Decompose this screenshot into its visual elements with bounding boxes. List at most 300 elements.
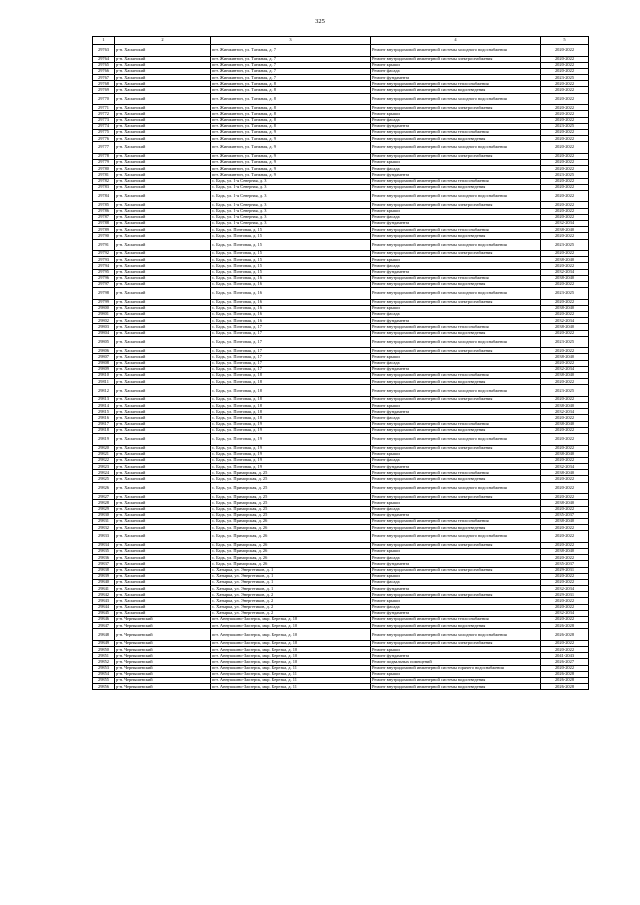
district-cell: р-н. Хасынский <box>115 56 211 62</box>
district-cell: р-н. Хасынский <box>115 93 211 105</box>
period-cell: 2023-2025 <box>541 288 589 300</box>
row-number-cell: 29847 <box>93 623 115 629</box>
period-cell: 2020-2022 <box>541 445 589 451</box>
row-number-cell: 29792 <box>93 251 115 257</box>
district-cell: р-н. Чернышевский <box>115 623 211 629</box>
district-cell: р-н. Чернышевский <box>115 640 211 646</box>
address-cell: с. Бадь, ул. Почтовая, д. 19 <box>211 421 371 427</box>
district-cell: р-н. Хасынский <box>115 457 211 463</box>
address-cell: с. Бадь, ул. Почтовая, д. 17 <box>211 354 371 360</box>
work-type-cell: Ремонт крыши <box>371 62 541 68</box>
row-number-cell: 29795 <box>93 269 115 275</box>
address-cell: пгт. Аннушкино-Заозерск, мкр. Березка, д. 10 <box>211 647 371 653</box>
district-cell: р-н. Хасынский <box>115 214 211 220</box>
district-cell: р-н. Хасынский <box>115 75 211 81</box>
period-cell: 2026-2028 <box>541 671 589 677</box>
address-cell: с. Бадь, ул. 1-я Северная, д. 3 <box>211 214 371 220</box>
district-cell: р-н. Чернышевский <box>115 647 211 653</box>
address-cell: пгт. Аннушкино-Заозерск, мкр. Березка, д. 10 <box>211 640 371 646</box>
row-number-cell: 29773 <box>93 117 115 123</box>
work-type-cell: Ремонт крыши <box>371 403 541 409</box>
work-type-cell: Ремонт фундамента <box>371 586 541 592</box>
district-cell: р-н. Хасынский <box>115 305 211 311</box>
period-cell: 2020-2022 <box>541 482 589 494</box>
district-cell: р-н. Хасынский <box>115 159 211 165</box>
period-cell: 2020-2022 <box>541 427 589 433</box>
work-type-cell: Ремонт фасада <box>371 68 541 74</box>
period-cell: 2020-2022 <box>541 555 589 561</box>
district-cell: р-н. Хасынский <box>115 445 211 451</box>
district-cell: р-н. Хасынский <box>115 604 211 610</box>
table-row <box>93 336 589 348</box>
period-cell: 2038-2040 <box>541 421 589 427</box>
row-number-cell: 29827 <box>93 494 115 500</box>
address-cell: с. Хатырка, ул. Энергетиков, д. 1 <box>211 579 371 585</box>
work-type-cell: Ремонт внутридомовой инженерной системы теплоснабжения <box>371 518 541 524</box>
address-cell: с. Бадь, ул. Приморская, д. 26 <box>211 525 371 531</box>
table-header-row <box>93 37 589 45</box>
period-cell: 2023-2025 <box>541 239 589 251</box>
work-type-cell: Ремонт фасада <box>371 312 541 318</box>
row-number-cell: 29781 <box>93 172 115 178</box>
work-type-cell: Ремонт внутридомовой инженерной системы электроснабжения <box>371 251 541 257</box>
address-cell: с. Бадь, ул. Приморская, д. 26 <box>211 542 371 548</box>
district-cell: р-н. Хасынский <box>115 451 211 457</box>
row-number-cell: 29786 <box>93 208 115 214</box>
period-cell: 2020-2022 <box>541 178 589 184</box>
work-type-cell: Ремонт фасада <box>371 166 541 172</box>
address-cell: с. Бадь, ул. Приморская, д. 25 <box>211 494 371 500</box>
district-cell: р-н. Чернышевский <box>115 684 211 690</box>
row-number-cell: 29837 <box>93 561 115 567</box>
district-cell: р-н. Хасынский <box>115 512 211 518</box>
address-cell: с. Бадь, ул. Почтовая, д. 19 <box>211 445 371 451</box>
period-cell: 2020-2022 <box>541 136 589 142</box>
period-cell: 2020-2022 <box>541 87 589 93</box>
row-number-cell: 29791 <box>93 239 115 251</box>
district-cell: р-н. Хасынский <box>115 45 211 57</box>
period-cell: 2026-2028 <box>541 684 589 690</box>
period-cell: 2020-2022 <box>541 542 589 548</box>
row-number-cell: 29842 <box>93 592 115 598</box>
period-cell: 2020-2022 <box>541 434 589 446</box>
address-cell: с. Бадь, ул. Приморская, д. 25 <box>211 512 371 518</box>
table-row <box>93 482 589 494</box>
period-cell: 2020-2022 <box>541 330 589 336</box>
row-number-cell: 29793 <box>93 257 115 263</box>
address-cell: пгт. Жинжинтон, ул. Таежная, д. 9 <box>211 172 371 178</box>
address-cell: пгт. Жинжинтон, ул. Таежная, д. 8 <box>211 111 371 117</box>
table-row <box>93 531 589 543</box>
address-cell: с. Бадь, ул. 1-я Северная, д. 3 <box>211 208 371 214</box>
district-cell: р-н. Хасынский <box>115 561 211 567</box>
address-cell: с. Хатырка, ул. Энергетиков, д. 1 <box>211 573 371 579</box>
row-number-cell: 29802 <box>93 318 115 324</box>
row-number-cell: 29813 <box>93 396 115 402</box>
address-cell: с. Бадь, ул. Почтовая, д. 15 <box>211 257 371 263</box>
district-cell: р-н. Хасынский <box>115 178 211 184</box>
row-number-cell: 29854 <box>93 671 115 677</box>
work-type-cell: Ремонт крыши <box>371 159 541 165</box>
table-body <box>93 45 589 690</box>
column-header: 2 <box>115 37 211 45</box>
row-number-cell: 29835 <box>93 548 115 554</box>
row-number-cell: 29811 <box>93 379 115 385</box>
district-cell: р-н. Хасынский <box>115 592 211 598</box>
work-type-cell: Ремонт внутридомовой инженерной системы водоотведения <box>371 184 541 190</box>
work-type-cell: Ремонт фасада <box>371 117 541 123</box>
district-cell: р-н. Хасынский <box>115 257 211 263</box>
row-number-cell: 29782 <box>93 178 115 184</box>
period-cell: 2035-2037 <box>541 512 589 518</box>
table-row <box>93 93 589 105</box>
row-number-cell: 29766 <box>93 68 115 74</box>
work-type-cell: Ремонт крыши <box>371 573 541 579</box>
district-cell: р-н. Хасынский <box>115 548 211 554</box>
work-type-cell: Ремонт внутридомовой инженерной системы горячего водоснабжения <box>371 665 541 671</box>
period-cell: 2038-2040 <box>541 451 589 457</box>
work-type-cell: Ремонт внутридомовой инженерной системы водоотведения <box>371 233 541 239</box>
work-type-cell: Ремонт внутридомовой инженерной системы электроснабжения <box>371 202 541 208</box>
work-type-cell: Ремонт внутридомовой инженерной системы теплоснабжения <box>371 617 541 623</box>
address-cell: с. Бадь, ул. Почтовая, д. 16 <box>211 288 371 300</box>
work-type-cell: Ремонт крыши <box>371 208 541 214</box>
period-cell: 2020-2022 <box>541 142 589 154</box>
district-cell: р-н. Хасынский <box>115 586 211 592</box>
district-cell: р-н. Хасынский <box>115 202 211 208</box>
work-type-cell: Ремонт внутридомовой инженерной системы холодного водоснабжения <box>371 288 541 300</box>
address-cell: с. Хатырка, ул. Энергетиков, д. 1 <box>211 586 371 592</box>
period-cell: 2038-2040 <box>541 500 589 506</box>
row-number-cell: 29809 <box>93 366 115 372</box>
row-number-cell: 29855 <box>93 678 115 684</box>
district-cell: р-н. Хасынский <box>115 579 211 585</box>
address-cell: пгт. Жинжинтон, ул. Таежная, д. 9 <box>211 153 371 159</box>
district-cell: р-н. Хасынский <box>115 129 211 135</box>
row-number-cell: 29784 <box>93 190 115 202</box>
district-cell: р-н. Хасынский <box>115 598 211 604</box>
row-number-cell: 29797 <box>93 281 115 287</box>
district-cell: р-н. Хасынский <box>115 396 211 402</box>
address-cell: с. Бадь, ул. 1-я Северная, д. 3 <box>211 190 371 202</box>
address-cell: с. Бадь, ул. Почтовая, д. 17 <box>211 366 371 372</box>
work-type-cell: Ремонт внутридомовой инженерной системы теплоснабжения <box>371 81 541 87</box>
row-number-cell: 29764 <box>93 56 115 62</box>
row-number-cell: 29804 <box>93 330 115 336</box>
district-cell: р-н. Хасынский <box>115 379 211 385</box>
address-cell: с. Бадь, ул. Почтовая, д. 15 <box>211 233 371 239</box>
period-cell: 2020-2022 <box>541 525 589 531</box>
work-type-cell: Ремонт внутридомовой инженерной системы холодного водоснабжения <box>371 93 541 105</box>
address-cell: с. Бадь, ул. 1-я Северная, д. 3 <box>211 220 371 226</box>
district-cell: р-н. Хасынский <box>115 518 211 524</box>
work-type-cell: Ремонт внутридомовой инженерной системы водоотведения <box>371 281 541 287</box>
row-number-cell: 29765 <box>93 62 115 68</box>
work-type-cell: Ремонт фасада <box>371 506 541 512</box>
district-cell: р-н. Чернышевский <box>115 653 211 659</box>
district-cell: р-н. Хасынский <box>115 500 211 506</box>
period-cell: 2038-2040 <box>541 470 589 476</box>
address-cell: с. Бадь, ул. Почтовая, д. 18 <box>211 403 371 409</box>
row-number-cell: 29787 <box>93 214 115 220</box>
work-type-cell: Ремонт фасада <box>371 214 541 220</box>
period-cell: 2020-2022 <box>541 45 589 57</box>
district-cell: р-н. Хасынский <box>115 373 211 379</box>
period-cell: 2026-2028 <box>541 629 589 641</box>
work-type-cell: Ремонт крыши <box>371 305 541 311</box>
work-type-cell: Ремонт фундамента <box>371 561 541 567</box>
table-row <box>93 385 589 397</box>
work-type-cell: Ремонт фундамента <box>371 610 541 616</box>
district-cell: р-н. Чернышевский <box>115 671 211 677</box>
period-cell: 2020-2022 <box>541 604 589 610</box>
district-cell: р-н. Хасынский <box>115 427 211 433</box>
district-cell: р-н. Хасынский <box>115 409 211 415</box>
work-type-cell: Ремонт фасада <box>371 579 541 585</box>
period-cell: 2038-2040 <box>541 373 589 379</box>
address-cell: с. Бадь, ул. Приморская, д. 25 <box>211 500 371 506</box>
work-type-cell: Ремонт крыши <box>371 647 541 653</box>
address-cell: с. Бадь, ул. Приморская, д. 26 <box>211 555 371 561</box>
period-cell: 2020-2022 <box>541 208 589 214</box>
period-cell: 2020-2022 <box>541 579 589 585</box>
address-cell: пгт. Жинжинтон, ул. Таежная, д. 9 <box>211 136 371 142</box>
period-cell: 2020-2022 <box>541 531 589 543</box>
district-cell: р-н. Чернышевский <box>115 659 211 665</box>
row-number-cell: 29769 <box>93 87 115 93</box>
period-cell: 2020-2022 <box>541 159 589 165</box>
row-number-cell: 29818 <box>93 427 115 433</box>
district-cell: р-н. Хасынский <box>115 299 211 305</box>
row-number-cell: 29778 <box>93 153 115 159</box>
period-cell: 2023-2025 <box>541 336 589 348</box>
row-number-cell: 29796 <box>93 275 115 281</box>
district-cell: р-н. Хасынский <box>115 476 211 482</box>
work-type-cell: Ремонт внутридомовой инженерной системы электроснабжения <box>371 153 541 159</box>
district-cell: р-н. Хасынский <box>115 172 211 178</box>
row-number-cell: 29776 <box>93 136 115 142</box>
district-cell: р-н. Хасынский <box>115 506 211 512</box>
work-type-cell: Ремонт фундамента <box>371 123 541 129</box>
period-cell: 2032-2034 <box>541 586 589 592</box>
work-type-cell: Ремонт подвальных помещений <box>371 659 541 665</box>
period-cell: 2038-2040 <box>541 305 589 311</box>
period-cell: 2020-2022 <box>541 251 589 257</box>
period-cell: 2029-2031 <box>541 567 589 573</box>
row-number-cell: 29814 <box>93 403 115 409</box>
address-cell: пгт. Жинжинтон, ул. Таежная, д. 8 <box>211 105 371 111</box>
period-cell: 2032-2034 <box>541 464 589 470</box>
district-cell: р-н. Хасынский <box>115 87 211 93</box>
address-cell: пгт. Аннушкино-Заозерск, мкр. Березка, д. 10 <box>211 653 371 659</box>
period-cell: 2020-2022 <box>541 81 589 87</box>
work-type-cell: Ремонт внутридомовой инженерной системы холодного водоснабжения <box>371 531 541 543</box>
period-cell: 2038-2040 <box>541 354 589 360</box>
address-cell: пгт. Аннушкино-Заозерск, мкр. Березка, д. 11 <box>211 678 371 684</box>
work-type-cell: Ремонт внутридомовой инженерной системы электроснабжения <box>371 299 541 305</box>
column-header: 1 <box>93 37 115 45</box>
work-type-cell: Ремонт внутридомовой инженерной системы водоотведения <box>371 684 541 690</box>
address-cell: с. Бадь, ул. Почтовая, д. 15 <box>211 239 371 251</box>
period-cell: 2020-2022 <box>541 312 589 318</box>
period-cell: 2038-2040 <box>541 324 589 330</box>
period-cell: 2020-2022 <box>541 111 589 117</box>
address-cell: пгт. Аннушкино-Заозерск, мкр. Березка, д. 11 <box>211 684 371 690</box>
table-row <box>93 239 589 251</box>
period-cell: 2038-2040 <box>541 403 589 409</box>
address-cell: пгт. Жинжинтон, ул. Таежная, д. 8 <box>211 117 371 123</box>
address-cell: пгт. Жинжинтон, ул. Таежная, д. 8 <box>211 87 371 93</box>
address-cell: с. Бадь, ул. Почтовая, д. 18 <box>211 409 371 415</box>
address-cell: пгт. Жинжинтон, ул. Таежная, д. 7 <box>211 62 371 68</box>
period-cell: 2020-2022 <box>541 129 589 135</box>
district-cell: р-н. Хасынский <box>115 360 211 366</box>
row-number-cell: 29794 <box>93 263 115 269</box>
district-cell: р-н. Хасынский <box>115 239 211 251</box>
district-cell: р-н. Хасынский <box>115 434 211 446</box>
table-row <box>93 434 589 446</box>
district-cell: р-н. Хасынский <box>115 573 211 579</box>
district-cell: р-н. Хасынский <box>115 142 211 154</box>
work-type-cell: Ремонт фасада <box>371 263 541 269</box>
work-type-cell: Ремонт внутридомовой инженерной системы холодного водоснабжения <box>371 336 541 348</box>
work-type-cell: Ремонт внутридомовой инженерной системы электроснабжения <box>371 105 541 111</box>
address-cell: пгт. Аннушкино-Заозерск, мкр. Березка, д. 11 <box>211 671 371 677</box>
work-type-cell: Ремонт внутридомовой инженерной системы холодного водоснабжения <box>371 385 541 397</box>
row-number-cell: 29831 <box>93 518 115 524</box>
period-cell: 2038-2040 <box>541 518 589 524</box>
row-number-cell: 29815 <box>93 409 115 415</box>
address-cell: пгт. Жинжинтон, ул. Таежная, д. 9 <box>211 159 371 165</box>
period-cell: 2020-2022 <box>541 153 589 159</box>
period-cell: 2038-2040 <box>541 548 589 554</box>
row-number-cell: 29772 <box>93 111 115 117</box>
column-header: 4 <box>371 37 541 45</box>
address-cell: пгт. Жинжинтон, ул. Таежная, д. 7 <box>211 45 371 57</box>
row-number-cell: 29826 <box>93 482 115 494</box>
address-cell: с. Бадь, ул. Почтовая, д. 17 <box>211 336 371 348</box>
work-type-cell: Ремонт внутридомовой инженерной системы электроснабжения <box>371 592 541 598</box>
address-cell: пгт. Жинжинтон, ул. Таежная, д. 9 <box>211 129 371 135</box>
row-number-cell: 29850 <box>93 647 115 653</box>
district-cell: р-н. Хасынский <box>115 385 211 397</box>
work-type-cell: Ремонт внутридомовой инженерной системы теплоснабжения <box>371 178 541 184</box>
address-cell: с. Бадь, ул. Почтовая, д. 15 <box>211 251 371 257</box>
district-cell: р-н. Хасынский <box>115 421 211 427</box>
work-type-cell: Ремонт крыши <box>371 111 541 117</box>
work-type-cell: Ремонт внутридомовой инженерной системы электроснабжения <box>371 640 541 646</box>
row-number-cell: 29767 <box>93 75 115 81</box>
period-cell: 2020-2022 <box>541 647 589 653</box>
table-row <box>93 45 589 57</box>
work-type-cell: Ремонт внутридомовой инженерной системы электроснабжения <box>371 542 541 548</box>
district-cell: р-н. Хасынский <box>115 111 211 117</box>
row-number-cell: 29845 <box>93 610 115 616</box>
address-cell: с. Бадь, ул. Почтовая, д. 16 <box>211 318 371 324</box>
row-number-cell: 29834 <box>93 542 115 548</box>
row-number-cell: 29783 <box>93 184 115 190</box>
district-cell: р-н. Хасынский <box>115 208 211 214</box>
work-type-cell: Ремонт крыши <box>371 671 541 677</box>
address-cell: с. Бадь, ул. Приморская, д. 26 <box>211 518 371 524</box>
district-cell: р-н. Хасынский <box>115 288 211 300</box>
work-type-cell: Ремонт внутридомовой инженерной системы водоотведения <box>371 379 541 385</box>
period-cell: 2026-2028 <box>541 623 589 629</box>
work-type-cell: Ремонт фасада <box>371 555 541 561</box>
row-number-cell: 29771 <box>93 105 115 111</box>
address-cell: с. Бадь, ул. Почтовая, д. 19 <box>211 464 371 470</box>
period-cell: 2020-2022 <box>541 348 589 354</box>
district-cell: р-н. Хасынский <box>115 233 211 239</box>
address-cell: с. Бадь, ул. Почтовая, д. 18 <box>211 373 371 379</box>
period-cell: 2029-2031 <box>541 592 589 598</box>
period-cell: 2023-2025 <box>541 172 589 178</box>
row-number-cell: 29780 <box>93 166 115 172</box>
address-cell: с. Бадь, ул. Почтовая, д. 17 <box>211 324 371 330</box>
district-cell: р-н. Хасынский <box>115 220 211 226</box>
address-cell: с. Хатырка, ул. Энергетиков, д. 2 <box>211 604 371 610</box>
row-number-cell: 29775 <box>93 129 115 135</box>
district-cell: р-н. Хасынский <box>115 324 211 330</box>
address-cell: с. Бадь, ул. Почтовая, д. 19 <box>211 451 371 457</box>
work-type-cell: Ремонт фасада <box>371 360 541 366</box>
district-cell: р-н. Хасынский <box>115 312 211 318</box>
address-cell: с. Хатырка, ул. Энергетиков, д. 2 <box>211 610 371 616</box>
work-type-cell: Ремонт крыши <box>371 354 541 360</box>
row-number-cell: 29817 <box>93 421 115 427</box>
row-number-cell: 29844 <box>93 604 115 610</box>
district-cell: р-н. Хасынский <box>115 227 211 233</box>
district-cell: р-н. Хасынский <box>115 269 211 275</box>
address-cell: с. Бадь, ул. Почтовая, д. 16 <box>211 281 371 287</box>
period-cell: 2020-2022 <box>541 56 589 62</box>
row-number-cell: 29846 <box>93 617 115 623</box>
address-cell: пгт. Жинжинтон, ул. Таежная, д. 8 <box>211 93 371 105</box>
period-cell: 2020-2022 <box>541 281 589 287</box>
row-number-cell: 29763 <box>93 45 115 57</box>
work-type-cell: Ремонт внутридомовой инженерной системы электроснабжения <box>371 567 541 573</box>
work-type-cell: Ремонт внутридомовой инженерной системы теплоснабжения <box>371 227 541 233</box>
work-type-cell: Ремонт крыши <box>371 451 541 457</box>
district-cell: р-н. Хасынский <box>115 403 211 409</box>
period-cell: 2020-2022 <box>541 190 589 202</box>
period-cell: 2020-2022 <box>541 105 589 111</box>
row-number-cell: 29841 <box>93 586 115 592</box>
row-number-cell: 29829 <box>93 506 115 512</box>
address-cell: с. Хатырка, ул. Энергетиков, д. 2 <box>211 592 371 598</box>
work-type-cell: Ремонт внутридомовой инженерной системы холодного водоснабжения <box>371 629 541 641</box>
period-cell: 2023-2025 <box>541 123 589 129</box>
work-type-cell: Ремонт внутридомовой инженерной системы водоотведения <box>371 330 541 336</box>
work-type-cell: Ремонт внутридомовой инженерной системы холодного водоснабжения <box>371 434 541 446</box>
address-cell: с. Бадь, ул. Почтовая, д. 17 <box>211 348 371 354</box>
row-number-cell: 29836 <box>93 555 115 561</box>
period-cell: 2020-2022 <box>541 494 589 500</box>
row-number-cell: 29803 <box>93 324 115 330</box>
work-type-cell: Ремонт внутридомовой инженерной системы электроснабжения <box>371 445 541 451</box>
work-type-cell: Ремонт внутридомовой инженерной системы холодного водоснабжения <box>371 45 541 57</box>
work-type-cell: Ремонт внутридомовой инженерной системы водоотведения <box>371 525 541 531</box>
row-number-cell: 29788 <box>93 220 115 226</box>
row-number-cell: 29820 <box>93 445 115 451</box>
district-cell: р-н. Чернышевский <box>115 617 211 623</box>
district-cell: р-н. Хасынский <box>115 153 211 159</box>
address-cell: с. Бадь, ул. Почтовая, д. 16 <box>211 299 371 305</box>
address-cell: с. Бадь, ул. 1-я Северная, д. 3 <box>211 184 371 190</box>
district-cell: р-н. Чернышевский <box>115 629 211 641</box>
period-cell: 2023-2025 <box>541 385 589 397</box>
work-type-cell: Ремонт внутридомовой инженерной системы холодного водоснабжения <box>371 482 541 494</box>
